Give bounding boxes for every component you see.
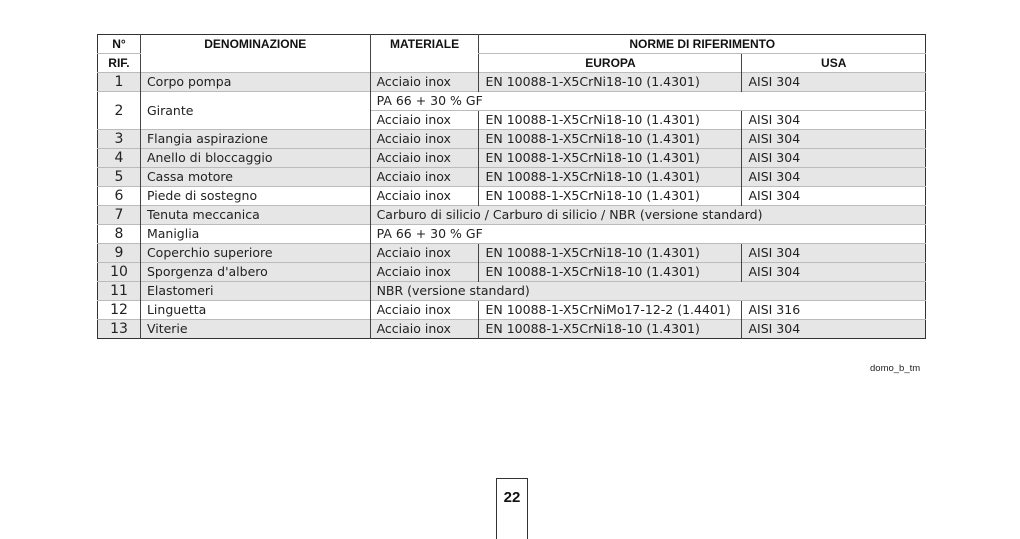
material: Carburo di silicio / Carburo di silicio / NBR (versione standard) — [370, 206, 925, 225]
europe-standard: EN 10088-1-X5CrNi18-10 (1.4301) — [479, 187, 742, 206]
europe-standard: EN 10088-1-X5CrNi18-10 (1.4301) — [479, 263, 742, 282]
europe-standard: EN 10088-1-X5CrNi18-10 (1.4301) — [479, 149, 742, 168]
part-name: Tenuta meccanica — [140, 206, 370, 225]
ref-number: 10 — [98, 263, 141, 282]
material: Acciaio inox — [370, 187, 479, 206]
usa-standard: AISI 304 — [742, 168, 926, 187]
material: Acciaio inox — [370, 73, 479, 92]
europe-standard: EN 10088-1-X5CrNi18-10 (1.4301) — [479, 130, 742, 149]
part-name: Anello di bloccaggio — [140, 149, 370, 168]
ref-number: 3 — [98, 130, 141, 149]
header-usa: USA — [742, 54, 926, 73]
usa-standard: AISI 304 — [742, 111, 926, 130]
header-row-1 — [98, 35, 926, 54]
europe-standard: EN 10088-1-X5CrNi18-10 (1.4301) — [479, 320, 742, 339]
material: Acciaio inox — [370, 168, 479, 187]
europe-standard: EN 10088-1-X5CrNi18-10 (1.4301) — [479, 244, 742, 263]
europe-standard: EN 10088-1-X5CrNi18-10 (1.4301) — [479, 111, 742, 130]
ref-number: 6 — [98, 187, 141, 206]
europe-standard: EN 10088-1-X5CrNi18-10 (1.4301) — [479, 168, 742, 187]
material: PA 66 + 30 % GF — [370, 92, 925, 111]
table-row — [98, 225, 926, 244]
usa-standard: AISI 304 — [742, 149, 926, 168]
part-name: Maniglia — [140, 225, 370, 244]
usa-standard: AISI 304 — [742, 320, 926, 339]
ref-number: 8 — [98, 225, 141, 244]
table-row — [98, 282, 926, 301]
material: Acciaio inox — [370, 244, 479, 263]
part-name: Cassa motore — [140, 168, 370, 187]
material: Acciaio inox — [370, 111, 479, 130]
part-name: Viterie — [140, 320, 370, 339]
ref-number: 4 — [98, 149, 141, 168]
part-name: Linguetta — [140, 301, 370, 320]
ref-number: 5 — [98, 168, 141, 187]
header-ref-line1: N° — [98, 35, 141, 54]
table-row — [98, 301, 926, 320]
material: Acciaio inox — [370, 320, 479, 339]
usa-standard: AISI 304 — [742, 244, 926, 263]
table-row — [98, 206, 926, 225]
table-row — [98, 320, 926, 339]
europe-standard: EN 10088-1-X5CrNi18-10 (1.4301) — [479, 73, 742, 92]
material: Acciaio inox — [370, 130, 479, 149]
ref-number: 1 — [98, 73, 141, 92]
ref-number: 11 — [98, 282, 141, 301]
part-name: Elastomeri — [140, 282, 370, 301]
header-material: MATERIALE — [370, 35, 479, 73]
ref-number: 9 — [98, 244, 141, 263]
usa-standard: AISI 304 — [742, 73, 926, 92]
page-number: 22 — [503, 489, 521, 506]
table-row — [98, 263, 926, 282]
part-name: Corpo pompa — [140, 73, 370, 92]
header-europe: EUROPA — [479, 54, 742, 73]
ref-number: 7 — [98, 206, 141, 225]
material: Acciaio inox — [370, 301, 479, 320]
usa-standard: AISI 304 — [742, 263, 926, 282]
part-name: Piede di sostegno — [140, 187, 370, 206]
part-name: Girante — [140, 92, 370, 130]
table-row — [98, 149, 926, 168]
ref-number: 2 — [98, 92, 141, 130]
europe-standard: EN 10088-1-X5CrNiMo17-12-2 (1.4401) — [479, 301, 742, 320]
usa-standard: AISI 304 — [742, 187, 926, 206]
usa-standard: AISI 304 — [742, 130, 926, 149]
table-row — [98, 73, 926, 92]
table-row — [98, 168, 926, 187]
table-row — [98, 92, 926, 111]
part-name: Coperchio superiore — [140, 244, 370, 263]
material: PA 66 + 30 % GF — [370, 225, 925, 244]
usa-standard: AISI 316 — [742, 301, 926, 320]
material: NBR (versione standard) — [370, 282, 925, 301]
header-ref-line2: RIF. — [98, 54, 141, 73]
table-row — [98, 244, 926, 263]
source-code-label: domo_b_tm — [870, 363, 921, 374]
header-name: DENOMINAZIONE — [140, 35, 370, 73]
part-name: Sporgenza d'albero — [140, 263, 370, 282]
table-row — [98, 187, 926, 206]
material: Acciaio inox — [370, 149, 479, 168]
ref-number: 12 — [98, 301, 141, 320]
header-standards: NORME DI RIFERIMENTO — [479, 35, 926, 54]
materials-table — [97, 34, 926, 339]
ref-number: 13 — [98, 320, 141, 339]
table-row — [98, 130, 926, 149]
material: Acciaio inox — [370, 263, 479, 282]
part-name: Flangia aspirazione — [140, 130, 370, 149]
